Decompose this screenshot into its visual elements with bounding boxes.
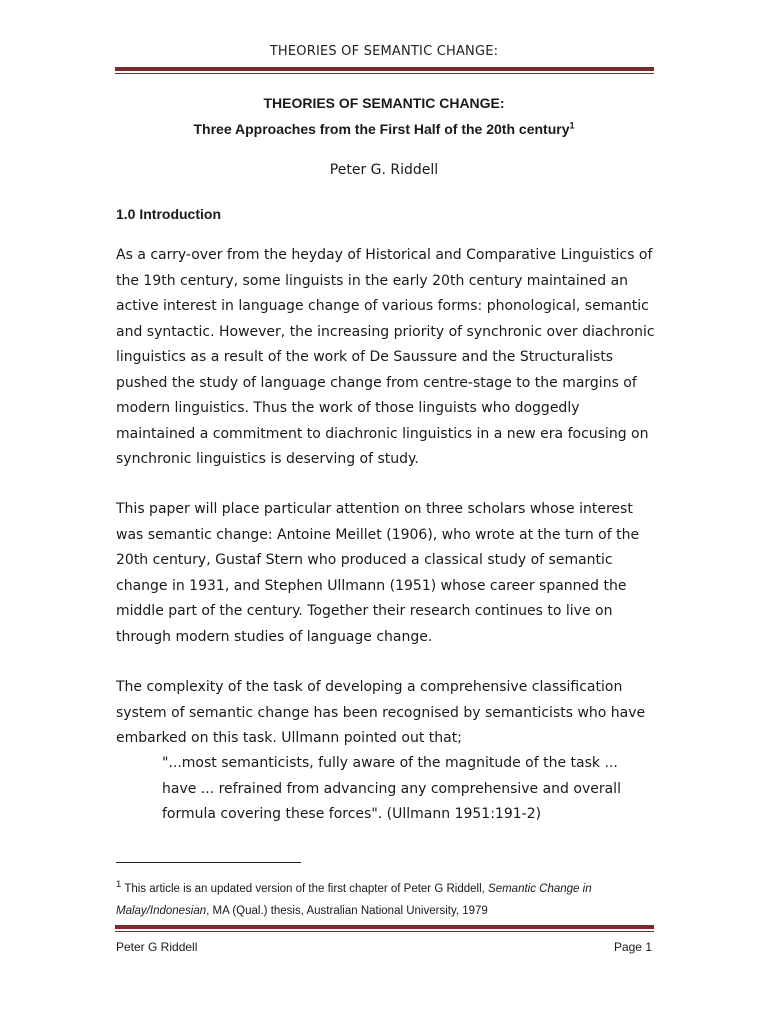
paragraph-3: The complexity of the task of developing a comprehensive classification system of semantic change has been recognised by semanticists who have embarked on this task. Ullmann pointed out that; [116, 679, 646, 746]
footer-rule-thick [115, 925, 654, 929]
document-title: THEORIES OF SEMANTIC CHANGE: [263, 95, 505, 111]
block-quote: "...most semanticists, fully aware of the magnitude of the task ... have ... refrained from advancing any comprehensive and overall formula covering these forces". (Ullmann 1951:191-2) [162, 755, 621, 822]
footnote-ref: 1 [569, 120, 575, 131]
footnote-marker: 1 [116, 879, 122, 890]
paragraph-2: This paper will place particular attention on three scholars whose interest was semantic change: Antoine Meillet (1906), who wrote at the turn of the 20th century, Gustaf Stern who produced a classical study of semantic change in 1931, and Stephen Ullmann (1951) whose career spanned the middle part of the century. Together their research continues to live on through modern studies of language change. [116, 501, 640, 645]
running-header: THEORIES OF SEMANTIC CHANGE: [269, 44, 499, 59]
page-number: Page 1 [613, 940, 652, 954]
paragraph-1: As a carry-over from the heyday of Historical and Comparative Linguistics of the 19th century, some linguists in the early 20th century maintained an active interest in language change of various forms: phonological, semantic and syntactic. However, the increasing priority of synchronic over diachronic linguistics as a result of the work of De Saussure and the Structuralists pushed the study of language change from centre-stage to the margins of modern linguistics. Thus the work of those linguists who doggedly maintained a commitment to diachronic linguistics in a new era focusing on synchronic linguistics is deserving of study. [116, 247, 655, 467]
header-rule-thick [115, 67, 654, 71]
header-rule-thin [115, 73, 654, 74]
footer-author: Peter G Riddell [116, 940, 198, 954]
document-subtitle [0, 121, 768, 137]
subtitle-text: Three Approaches from the First Half of the 20th century [193, 121, 570, 137]
author-name: Peter G. Riddell [329, 162, 439, 178]
section-heading: 1.0 Introduction [116, 206, 221, 222]
footnote-separator [116, 862, 301, 863]
footnote [116, 874, 656, 922]
footnote-text: This article is an updated version of the first chapter of Peter G Riddell, [121, 882, 489, 895]
footer-rule-thin [115, 931, 654, 932]
footnote-title: Semantic Change in Malay/Indonesian [116, 882, 592, 917]
footnote-text-end: , MA (Qual.) thesis, Australian National University, 1979 [206, 904, 488, 917]
